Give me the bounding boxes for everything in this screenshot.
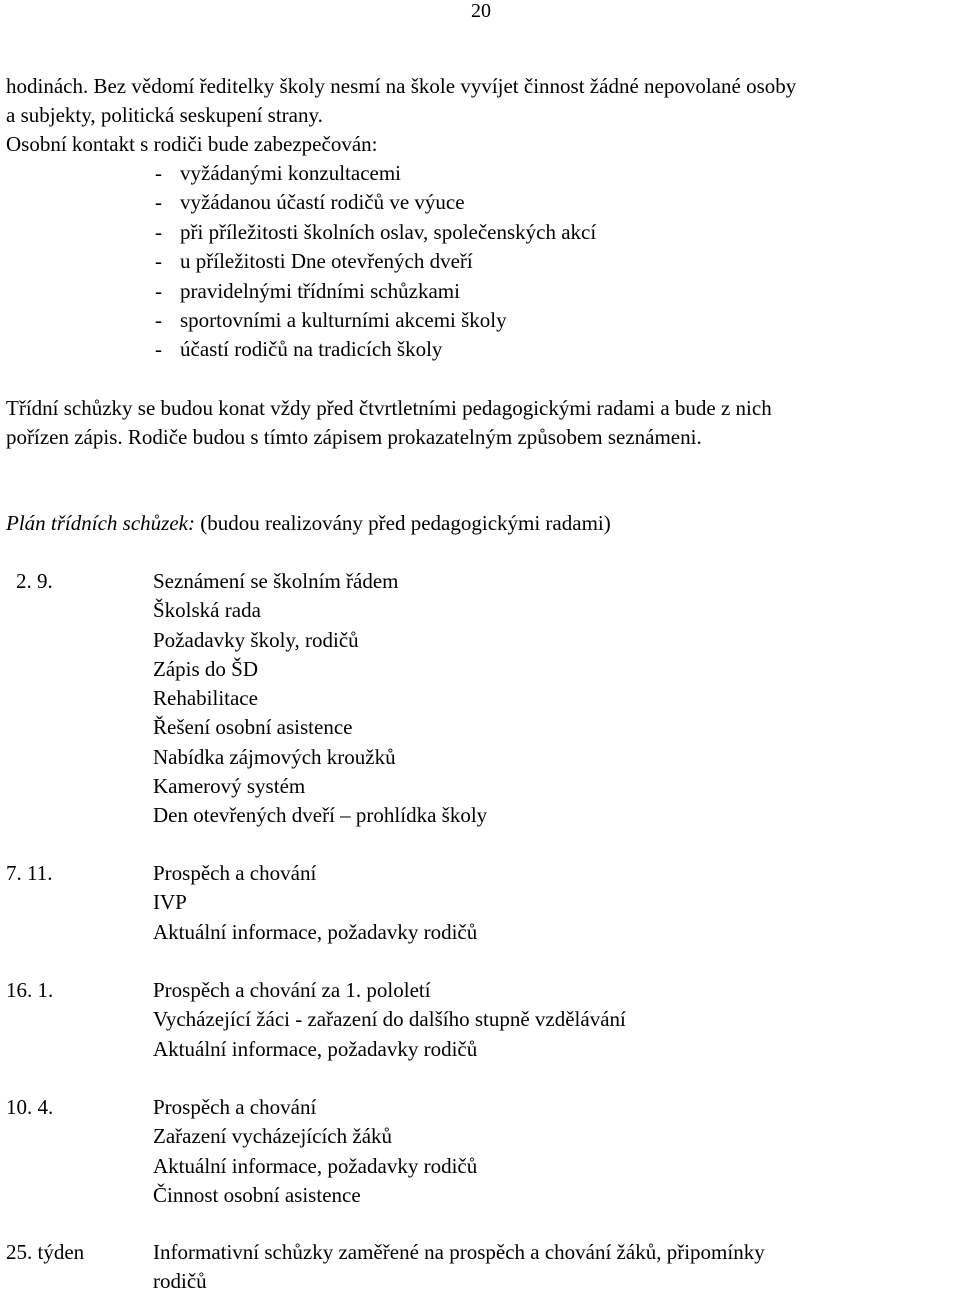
meeting-topic: Vycházející žáci - zařazení do dalšího stupně vzdělávání bbox=[153, 1007, 626, 1032]
bullet-dash: - bbox=[155, 161, 162, 185]
list-item bbox=[0, 188, 596, 217]
meeting-topic: Aktuální informace, požadavky rodičů bbox=[153, 919, 478, 944]
bullet-dash: - bbox=[155, 190, 162, 215]
list-item-text: účastí rodičů na tradicích školy bbox=[180, 337, 443, 362]
plan-title: Plán třídních schůzek: bbox=[6, 511, 195, 535]
list-item bbox=[0, 218, 596, 247]
meeting-topic: Aktuální informace, požadavky rodičů bbox=[153, 1036, 478, 1061]
list-item bbox=[0, 159, 596, 188]
meeting-topic: Seznámení se školním řádem bbox=[153, 569, 399, 593]
list-item bbox=[0, 306, 596, 335]
meeting-topic: Prospěch a chování bbox=[153, 1095, 317, 1119]
bullet-dash: - bbox=[155, 219, 162, 244]
meeting-topic: Den otevřených dveří – prohlídka školy bbox=[153, 803, 488, 828]
meeting-topic: Informativní schůzky zaměřené na prospěch a chování žáků, připomínky bbox=[153, 1240, 765, 1264]
page-number: 20 bbox=[471, 0, 491, 22]
intro-line-1: hodinách. Bez vědomí ředitelky školy nesmí na škole vyvíjet činnost žádné nepovolané osoby bbox=[6, 74, 797, 98]
meeting-topics bbox=[153, 1238, 765, 1297]
list-item-text: při příležitosti školních oslav, společenských akcí bbox=[180, 219, 597, 244]
meeting-date: 7. 11. bbox=[6, 861, 53, 885]
bullet-dash: - bbox=[155, 249, 162, 274]
meeting-topic: Zařazení vycházejících žáků bbox=[153, 1124, 393, 1149]
meetings-paragraph-line-1: Třídní schůzky se budou konat vždy před čtvrtletními pedagogickými radami a bude z nich bbox=[6, 396, 772, 420]
meeting-topic: IVP bbox=[153, 890, 187, 915]
meeting-topic: Prospěch a chování bbox=[153, 861, 317, 885]
contact-list bbox=[0, 159, 596, 365]
bullet-dash: - bbox=[155, 278, 162, 303]
meeting-topic: Kamerový systém bbox=[153, 774, 306, 799]
meeting-topic: Požadavky školy, rodičů bbox=[153, 627, 359, 652]
meeting-topic: Nabídka zájmových kroužků bbox=[153, 744, 396, 769]
list-item-text: vyžádanou účastí rodičů ve výuce bbox=[180, 190, 465, 215]
meeting-topics bbox=[153, 1093, 477, 1210]
meeting-topic: Aktuální informace, požadavky rodičů bbox=[153, 1153, 478, 1178]
meetings-paragraph-line-2: pořízen zápis. Rodiče budou s tímto zápisem prokazatelným způsobem seznámeni. bbox=[6, 425, 702, 449]
list-item bbox=[0, 277, 596, 306]
meeting-topics bbox=[153, 859, 477, 947]
meeting-date: 16. 1. bbox=[6, 978, 54, 1002]
bullet-dash: - bbox=[155, 337, 162, 362]
bullet-dash: - bbox=[155, 307, 162, 332]
contact-heading: Osobní kontakt s rodiči bude zabezpečován: bbox=[6, 132, 378, 156]
meeting-topic: rodičů bbox=[153, 1269, 207, 1294]
meeting-topic: Zápis do ŠD bbox=[153, 656, 258, 681]
meeting-date: 10. 4. bbox=[6, 1095, 54, 1119]
list-item bbox=[0, 335, 596, 364]
meeting-topic: Řešení osobní asistence bbox=[153, 715, 353, 740]
meeting-topic: Rehabilitace bbox=[153, 686, 258, 711]
meeting-topic: Školská rada bbox=[153, 598, 261, 623]
list-item-text: pravidelnými třídními schůzkami bbox=[180, 278, 460, 303]
meeting-topics bbox=[153, 567, 487, 831]
meeting-topics bbox=[153, 976, 626, 1064]
list-item-text: u příležitosti Dne otevřených dveří bbox=[180, 249, 473, 274]
list-item-text: vyžádanými konzultacemi bbox=[180, 161, 402, 185]
meeting-date: 2. 9. bbox=[16, 569, 53, 593]
plan-heading bbox=[6, 509, 611, 538]
intro-line-2: a subjekty, politická seskupení strany. bbox=[6, 103, 323, 127]
plan-subtitle: (budou realizovány před pedagogickými radami) bbox=[194, 511, 611, 535]
meeting-topic: Prospěch a chování za 1. pololetí bbox=[153, 978, 431, 1002]
meeting-topic: Činnost osobní asistence bbox=[153, 1182, 361, 1207]
list-item-text: sportovními a kulturními akcemi školy bbox=[180, 307, 507, 332]
list-item bbox=[0, 247, 596, 276]
meeting-date: 25. týden bbox=[6, 1240, 85, 1264]
